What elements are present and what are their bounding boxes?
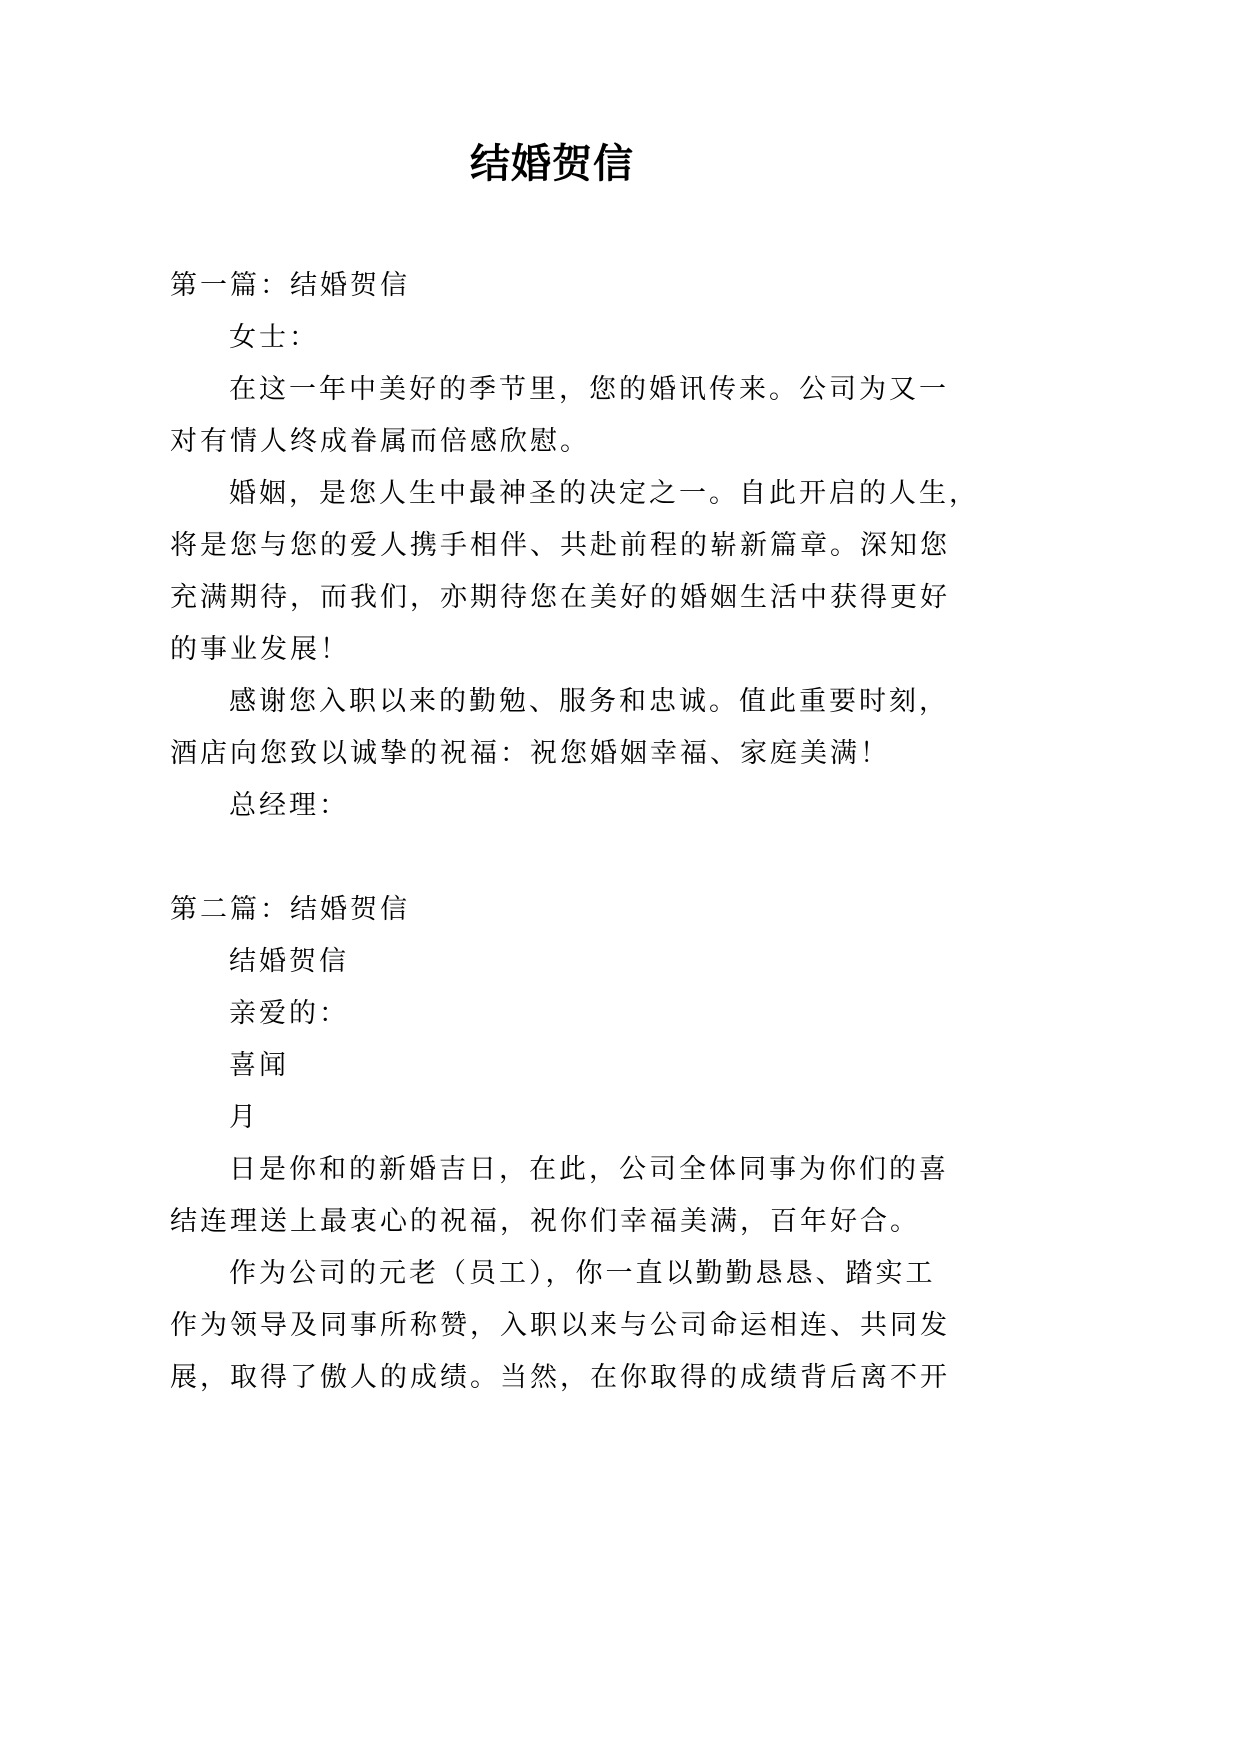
document-body bbox=[170, 260, 979, 1404]
section1-p3-line2: 酒店向您致以诚挚的祝福：祝您婚姻幸福、家庭美满！ bbox=[170, 738, 890, 769]
section2-p2-line3: 展，取得了傲人的成绩。当然，在你取得的成绩背后离不开 bbox=[170, 1362, 950, 1393]
section1-p1-line1: 在这一年中美好的季节里，您的婚讯传来。公司为又一 bbox=[229, 374, 949, 405]
section2-salutation: 亲爱的： bbox=[229, 998, 349, 1029]
section2-p2-line2: 作为领导及同事所称赞，入职以来与公司命运相连、共同发 bbox=[170, 1310, 950, 1341]
section2-p1-line1: 日是你和的新婚吉日，在此，公司全体同事为你们的喜 bbox=[229, 1154, 949, 1185]
section1-p2-line1: 婚姻，是您人生中最神圣的决定之一。自此开启的人生， bbox=[229, 478, 979, 509]
section1-heading: 第一篇：结婚贺信 bbox=[170, 270, 410, 301]
section1-p1-line2: 对有情人终成眷属而倍感欣慰。 bbox=[170, 426, 590, 457]
section2-subtitle: 结婚贺信 bbox=[229, 946, 349, 977]
section1-salutation: 女士： bbox=[229, 322, 319, 353]
section2-line-xiwen: 喜闻 bbox=[229, 1050, 289, 1081]
section1-p2-line2: 将是您与您的爱人携手相伴、共赴前程的崭新篇章。深知您 bbox=[170, 530, 950, 561]
section-gap bbox=[170, 832, 942, 884]
document-title: 结婚贺信 bbox=[470, 141, 634, 187]
section1-signature: 总经理： bbox=[229, 790, 349, 821]
section1-p2-line4: 的事业发展！ bbox=[170, 634, 350, 665]
section2-line-month: 月 bbox=[229, 1102, 259, 1133]
section2-heading: 第二篇：结婚贺信 bbox=[170, 894, 410, 925]
section1-p3-line1: 感谢您入职以来的勤勉、服务和忠诚。值此重要时刻， bbox=[229, 686, 949, 717]
section2-p2-line1: 作为公司的元老（员工），你一直以勤勤恳恳、踏实工 bbox=[229, 1258, 936, 1289]
section2-p1-line2: 结连理送上最衷心的祝福，祝你们幸福美满，百年好合。 bbox=[170, 1206, 920, 1237]
section1-p2-line3: 充满期待，而我们，亦期待您在美好的婚姻生活中获得更好 bbox=[170, 582, 950, 613]
